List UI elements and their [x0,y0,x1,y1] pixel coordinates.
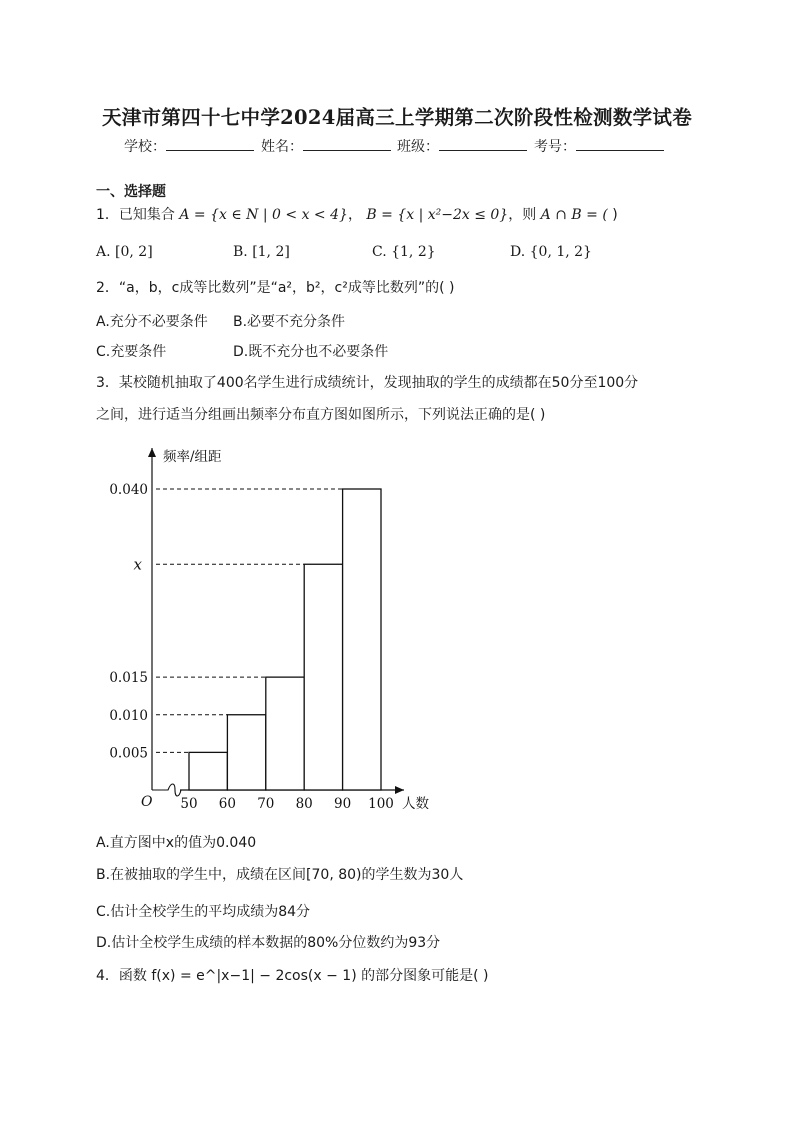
x-tick-label: 90 [334,796,352,812]
q1-sep: ， [347,207,362,223]
histogram-bar [343,489,381,790]
y-axis-label: 频率/组距 [163,449,222,465]
y-tick-label: 0.005 [109,745,148,762]
q3-option-a[interactable]: A.直方图中x的值为0.040 [96,835,257,851]
y-tick-label: 0.010 [109,707,148,724]
q3-option-d[interactable]: D.估计全校学生成绩的样本数据的80%分位数约为93分 [96,935,441,951]
question-3-line-2: 之间，进行适当分组画出频率分布直方图如图所示，下列说法正确的是( ) [96,407,546,423]
question-2: 2．“a，b，c成等比数列”是“a²，b²，c²成等比数列”的( ) [96,280,455,296]
q3-option-c[interactable]: C.估计全校学生的平均成绩为84分 [96,904,311,920]
x-tick-label: 50 [180,796,198,812]
q1-text-a: 已知集合 [118,207,175,223]
histogram-bar [189,752,227,790]
histogram-bar [227,715,265,790]
q1-text-b: ，则 [508,207,537,223]
q2-option-a[interactable]: A.充分不必要条件 [96,314,208,330]
school-label: 学校： [124,139,166,155]
x-tick-label: 80 [295,796,313,812]
class-label: 班级： [397,139,439,155]
origin-label: O [141,794,153,810]
name-label: 姓名： [261,139,303,155]
q2-option-b[interactable]: B.必要不充分条件 [233,314,346,330]
q2-option-d[interactable]: D.既不充分也不必要条件 [233,344,389,360]
y-tick-label: 0.015 [109,670,148,687]
question-4: 4．函数 f(x) = e^|x−1| − 2cos(x − 1) 的部分图象可能是( ) [96,968,489,984]
q2-option-c[interactable]: C.充要条件 [96,344,167,360]
q1-option-c[interactable]: C. {1, 2} [372,244,436,260]
q1-option-b[interactable]: B. [1, 2] [233,244,290,260]
histogram-bar [304,564,342,790]
page-title: 天津市第四十七中学2024届高三上学期第二次阶段性检测数学试卷 [101,106,693,129]
x-axis-label: 人数 [402,796,429,812]
q1-number: 1． [96,207,119,223]
y-tick-label: x [133,555,142,574]
q1-option-a[interactable]: A. [0, 2] [96,244,153,260]
chart-bars [189,489,381,790]
x-tick-label: 60 [218,796,236,812]
histogram-bar [266,677,304,790]
q1-close: ) [607,207,618,223]
x-tick-label: 70 [257,796,275,812]
axis-break-mark [152,784,181,796]
q3-option-b[interactable]: B.在被抽取的学生中，成绩在区间[70, 80)的学生数为30人 [96,867,464,883]
question-3-line-1: 3．某校随机抽取了400名学生进行成绩统计，发现抽取的学生的成绩都在50分至100分 [96,375,639,391]
q1-set-a: A = {x ∈ N | 0 < x < 4} [179,207,348,223]
q1-expr: A ∩ B = ( [540,207,608,223]
q1-option-d[interactable]: D. {0, 1, 2} [510,244,592,260]
q1-set-b: B = {x | x²−2x ≤ 0} [366,207,509,223]
y-tick-label: 0.040 [109,482,148,498]
exam-number-label: 考号： [534,139,576,155]
x-tick-label: 100 [368,796,394,812]
section-heading: 一、选择题 [96,184,166,200]
